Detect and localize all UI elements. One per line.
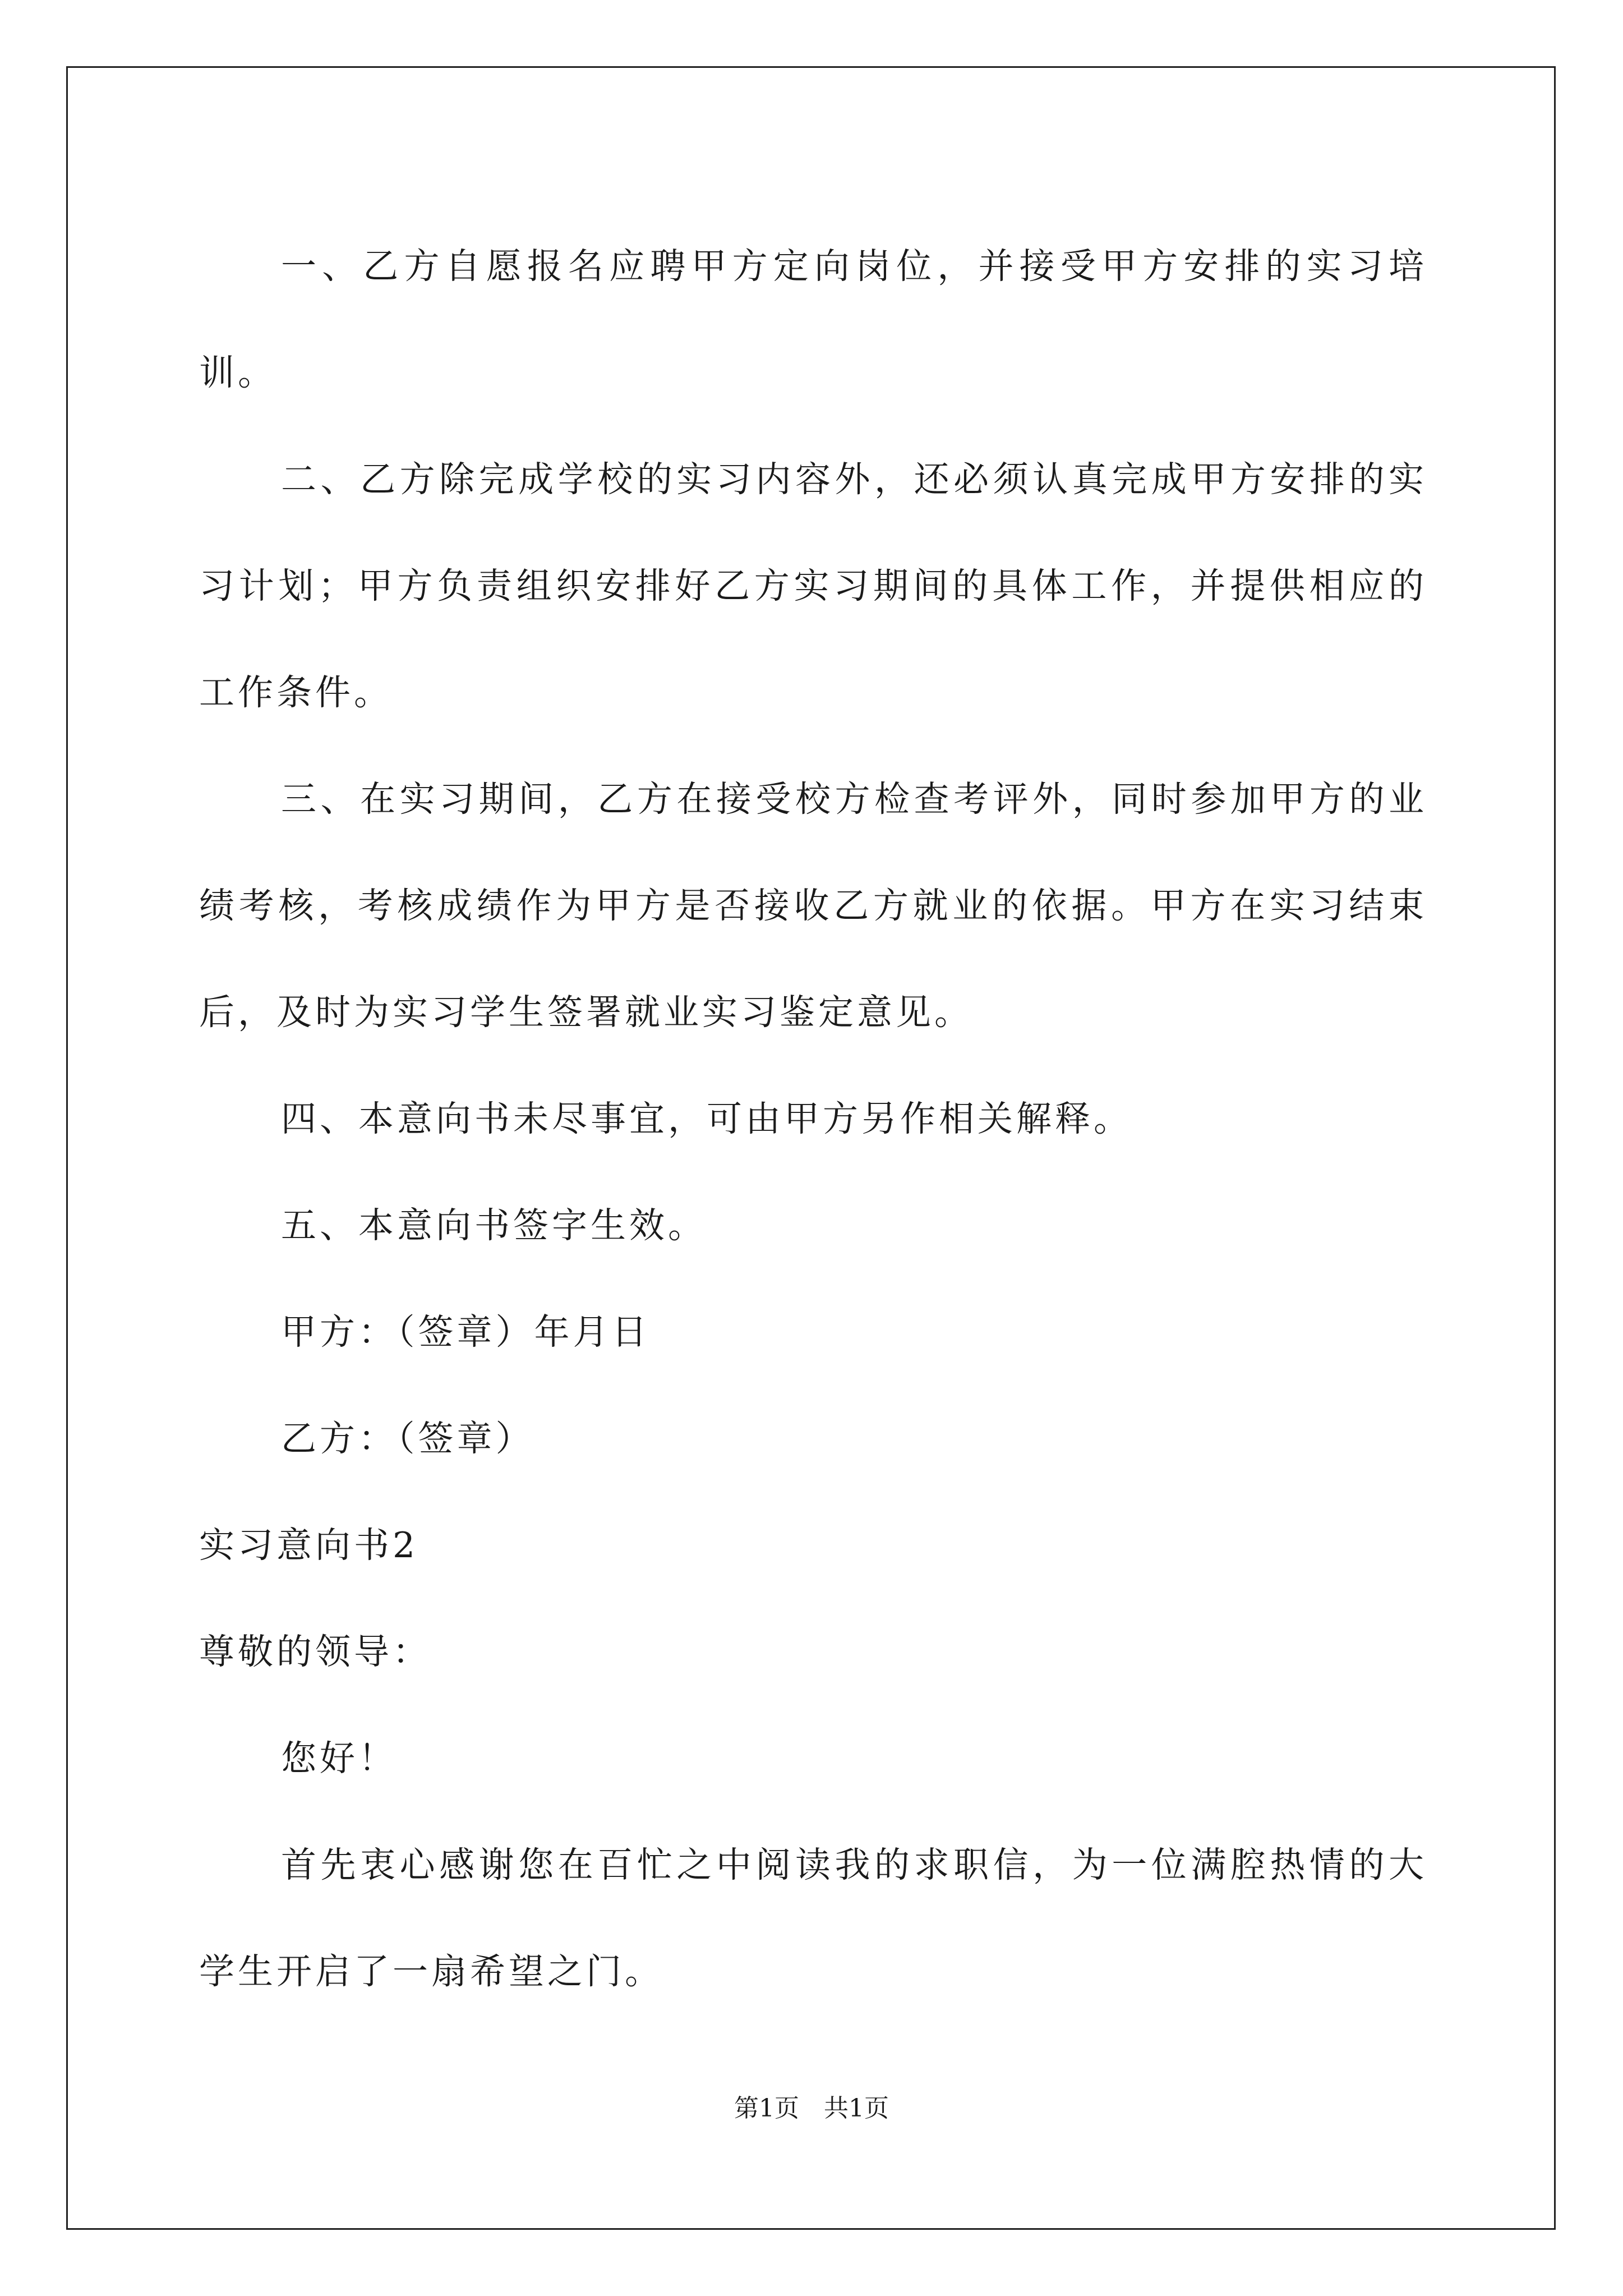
page-footer xyxy=(0,2088,1623,2124)
salutation: 尊敬的领导： xyxy=(199,1631,431,1672)
greeting: 您好！ xyxy=(281,1738,397,1779)
section-heading: 实习意向书2 xyxy=(199,1525,419,1566)
clause-2: 二、乙方除完成学校的实习内容外，还必须认真完成甲方安排的实习计划；甲方负责组织安排好乙方实习期间的具体工作，并提供相应的工作条件。 xyxy=(199,459,1427,713)
letter-body: 首先衷心感谢您在百忙之中阅读我的求职信，为一位满腔热情的大学生开启了一扇希望之门。 xyxy=(199,1844,1427,1992)
page-total: 共1页 xyxy=(824,2094,889,2123)
page-number: 第1页 xyxy=(734,2094,799,2123)
clause-5: 五、本意向书签字生效。 xyxy=(281,1205,707,1246)
document-body xyxy=(199,213,1427,2025)
clause-4: 四、本意向书未尽事宜，可由甲方另作相关解释。 xyxy=(281,1098,1132,1139)
clause-1: 一、乙方自愿报名应聘甲方定向岗位，并接受甲方安排的实习培训。 xyxy=(199,246,1427,393)
clause-3: 三、在实习期间，乙方在接受校方检查考评外，同时参加甲方的业绩考核，考核成绩作为甲方是否接收乙方就业的依据。甲方在实习结束后，及时为实习学生签署就业实习鉴定意见。 xyxy=(199,779,1427,1033)
party-a-signature: 甲方：（签章）年月日 xyxy=(281,1312,651,1352)
party-b-signature: 乙方：（签章） xyxy=(281,1418,534,1459)
